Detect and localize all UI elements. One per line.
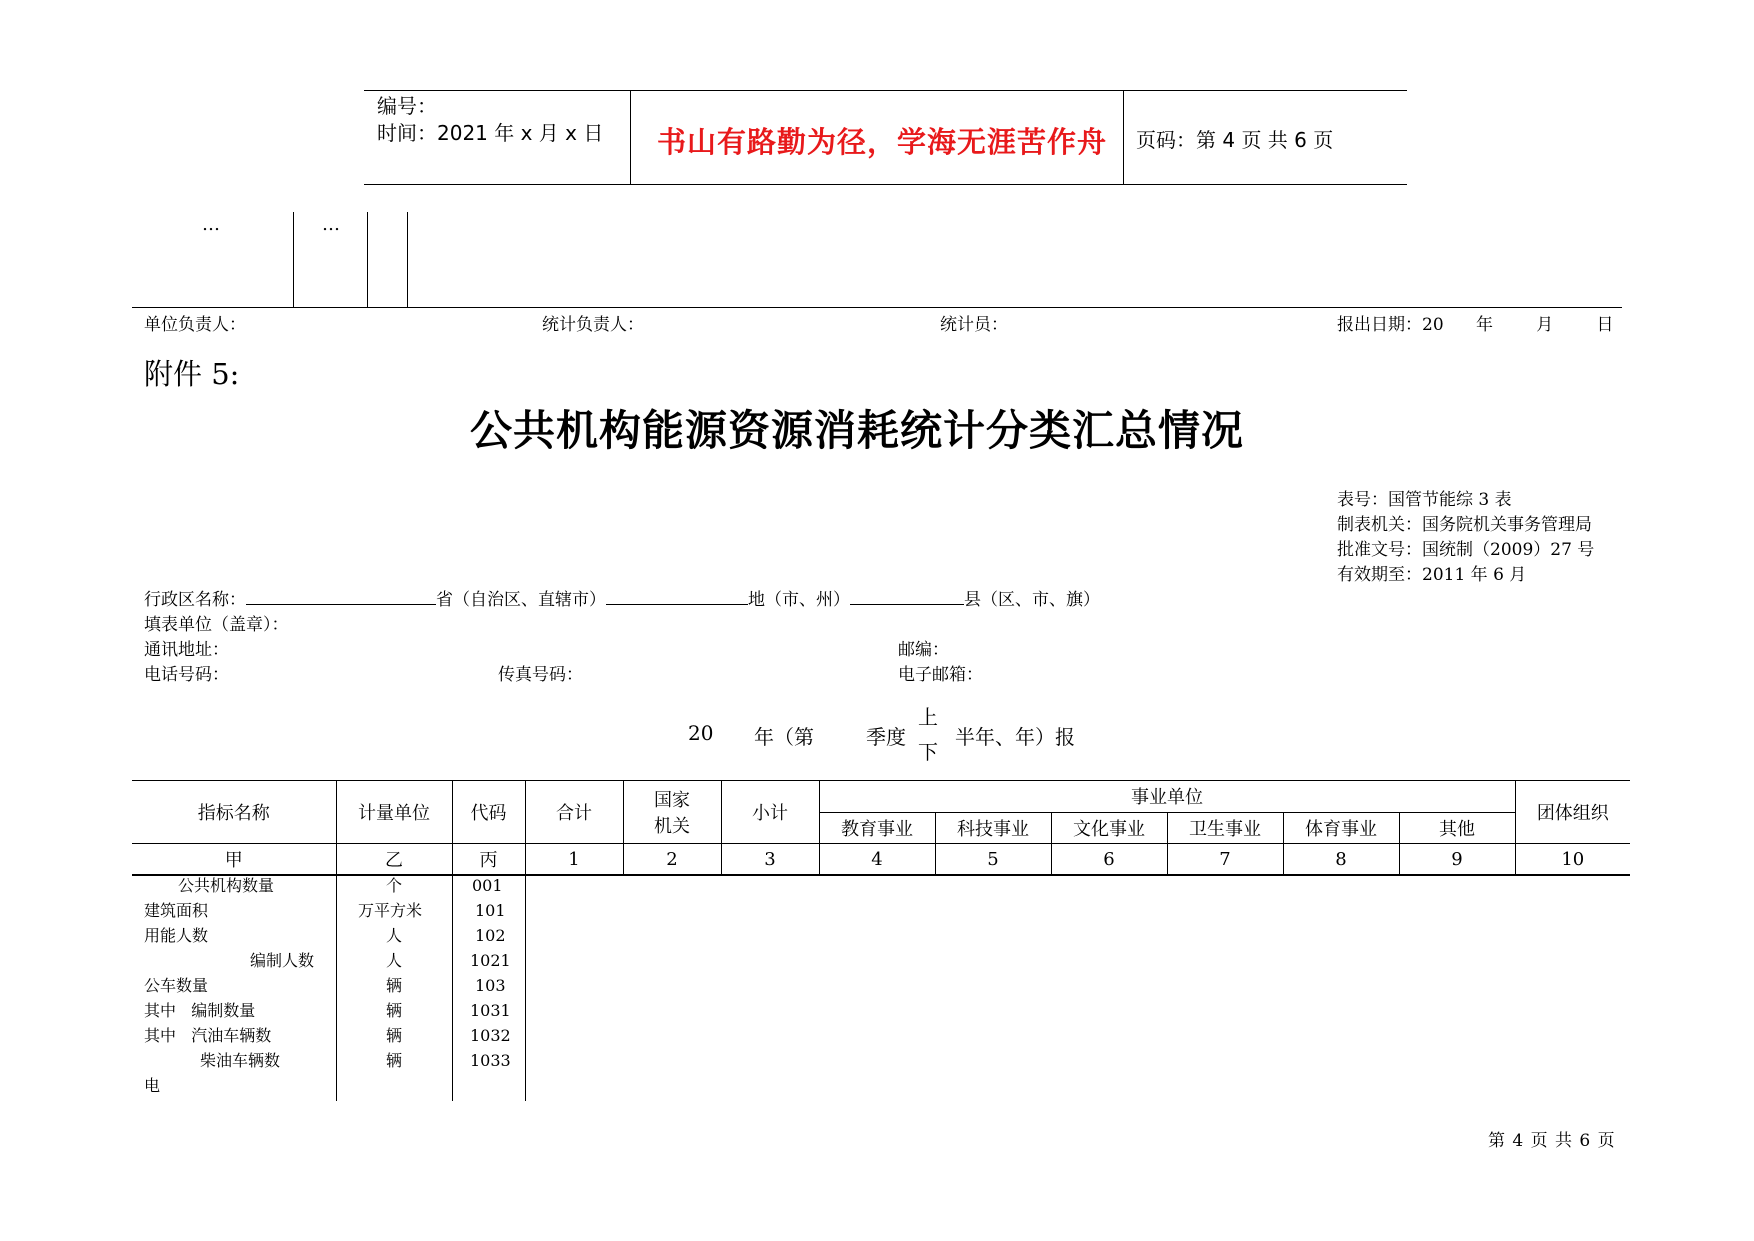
table-row [0,923,525,948]
row-code: 101 [475,901,506,920]
row-name: 电 [144,1076,161,1095]
period-lower: 下 [918,740,938,764]
row-name: 其中 汽油车辆数 [144,1026,272,1045]
county-suffix: 县（区、市、旗） [964,590,1100,610]
col-header-health: 卫生事业 [1167,812,1283,844]
col-header-national-line2: 机关 [654,816,690,837]
province-blank[interactable] [246,586,436,605]
code-cell: 10 [1515,844,1630,876]
row-code: 1021 [470,951,511,970]
header-page-label: 页码：第 4 页 共 6 页 [1136,128,1334,152]
col-header-subtotal: 小计 [721,781,819,844]
header-bottom-rule [364,184,1407,185]
code-cell: 7 [1167,844,1283,876]
code-cell: 乙 [336,844,452,876]
row-name: 其中 编制数量 [144,1001,256,1020]
phone-label: 电话号码： [144,665,229,685]
col-header-institutions: 事业单位 [819,781,1515,813]
report-date-label: 报出日期：20 年 月 日 [1337,315,1614,335]
province-suffix: 省（自治区、直辖市） [436,590,606,610]
ellipsis-cell-1: … [202,214,220,235]
row-name: 公车数量 [144,976,209,995]
top-table-col-line-1 [293,212,294,307]
col-header-national [623,781,721,844]
serial-label: 编号： [377,94,437,118]
ellipsis-cell-2: … [322,214,340,235]
col-header-education: 教育事业 [819,812,935,844]
period-upper: 上 [918,705,938,729]
row-code: 1031 [470,1001,511,1020]
table-row [0,873,525,898]
row-code: 1032 [470,1026,511,1045]
row-name: 柴油车辆数 [200,1051,281,1070]
row-name: 公共机构数量 [178,876,275,895]
row-name: 编制人数 [250,951,315,970]
row-code: 102 [475,926,506,945]
table-row [0,998,525,1023]
region-line [144,585,1100,610]
table-row [0,1073,525,1098]
top-table-col-line-3 [407,212,408,307]
attachment-label: 附件 5: [144,357,240,391]
table-row [0,948,525,973]
col-header-national-line1: 国家 [654,790,690,811]
summary-table [132,780,1630,876]
form-approval: 批准文号：国统制（2009）27 号 [1337,540,1595,560]
col-header-other: 其他 [1399,812,1515,844]
date-label: 时间：2021 年 x 月 x 日 [377,121,604,145]
table-row [0,898,525,923]
header-top-rule [364,90,1407,91]
header-divider-1 [630,90,631,184]
body-col-line-3 [525,873,526,1101]
code-cell: 3 [721,844,819,876]
period-year: 20 [688,721,714,745]
col-header-sports: 体育事业 [1283,812,1399,844]
table-row [0,1023,525,1048]
form-valid-until: 有效期至：2011 年 6 月 [1337,565,1527,585]
code-cell: 2 [623,844,721,876]
row-code: 103 [475,976,506,995]
fax-label: 传真号码： [498,665,583,685]
row-name: 用能人数 [144,926,209,945]
stat-head-label: 统计负责人： [542,315,644,335]
postcode-label: 邮编： [898,640,949,660]
col-header-science: 科技事业 [935,812,1051,844]
page-title: 公共机构能源资源消耗统计分类汇总情况 [470,406,1245,455]
code-cell: 9 [1399,844,1515,876]
code-cell: 1 [525,844,623,876]
code-cell: 丙 [452,844,525,876]
period-tail: 半年、年）报 [955,725,1075,749]
col-header-code: 代码 [452,781,525,844]
city-blank[interactable] [606,586,748,605]
form-issuer: 制表机关：国务院机关事务管理局 [1337,515,1592,535]
code-cell: 4 [819,844,935,876]
col-header-indicator: 指标名称 [132,781,336,844]
top-table-col-line-2 [367,212,368,307]
city-suffix: 地（市、州） [748,590,850,610]
row-name: 建筑面积 [144,901,209,920]
row-unit: 辆 [386,1001,403,1020]
code-cell: 8 [1283,844,1399,876]
unit-head-label: 单位负责人： [144,315,246,335]
header-motto: 书山有路勤为径，学海无涯苦作舟 [657,125,1108,159]
row-unit: 人 [386,951,403,970]
row-unit: 辆 [386,1026,403,1045]
top-table-bottom-rule [132,307,1622,308]
email-label: 电子邮箱： [898,665,983,685]
row-code: 1033 [470,1051,511,1070]
col-header-culture: 文化事业 [1051,812,1167,844]
row-unit: 辆 [386,976,403,995]
row-unit: 辆 [386,1051,403,1070]
row-unit: 人 [386,926,403,945]
col-header-groups: 团体组织 [1515,781,1630,844]
county-blank[interactable] [850,586,964,605]
row-unit: 个 [386,876,403,895]
code-cell: 甲 [132,844,336,876]
region-label: 行政区名称： [144,590,246,610]
code-cell: 6 [1051,844,1167,876]
table-row [0,973,525,998]
code-cell: 5 [935,844,1051,876]
fill-unit-label: 填表单位（盖章）： [144,615,289,635]
row-code: 001 [472,876,503,895]
period-quarter: 季度 [866,725,906,749]
col-header-total: 合计 [525,781,623,844]
form-number: 表号：国管节能综 3 表 [1337,490,1512,510]
footer-page-number: 第 4 页 共 6 页 [1488,1131,1616,1151]
header-divider-2 [1123,90,1124,184]
row-unit: 万平方米 [358,901,423,920]
period-mid: 年（第 [754,725,814,749]
statistician-label: 统计员： [940,315,1008,335]
col-header-unit: 计量单位 [336,781,452,844]
address-label: 通讯地址： [144,640,229,660]
table-row [0,1048,525,1073]
